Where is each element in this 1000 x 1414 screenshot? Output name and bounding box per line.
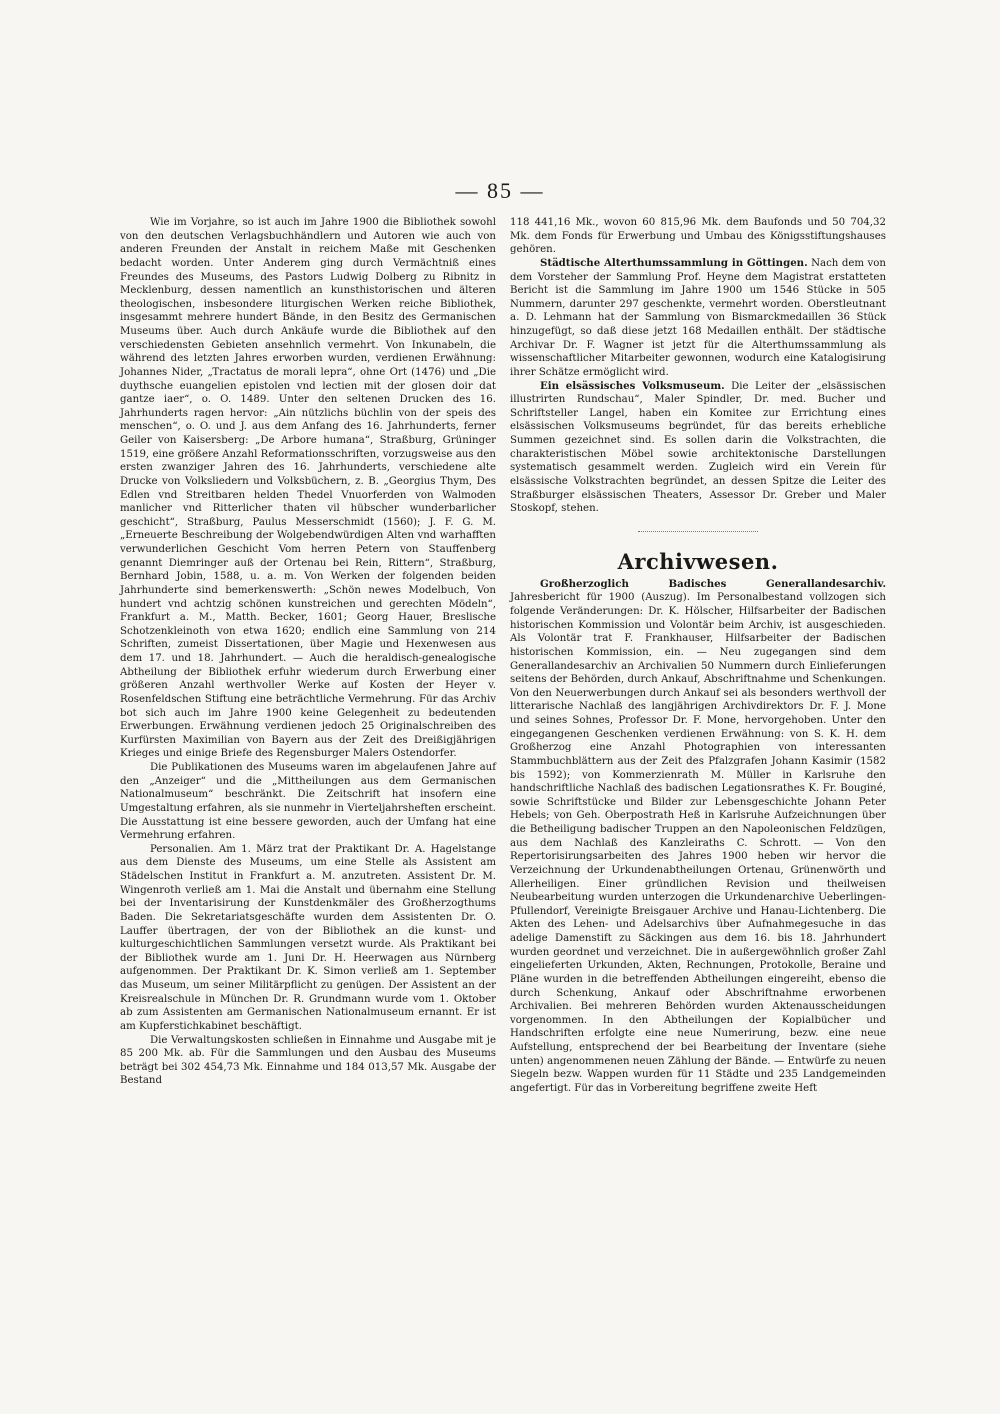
baden-archive-heading: Großherzoglich Badisches Generallandesarchiv. <box>540 577 886 590</box>
paragraph-publications: Die Publikationen des Museums waren im abgelaufenen Jahre auf den „Anzeiger“ und die „Mittheilungen aus dem Germanischen Nationalmuseum“ beschränkt. Die Zeitschrift hat insofern eine Umgestaltung erfahren, als sie nunmehr in Vierteljahrsheften erscheint. Die Ausstattung ist eine bessere geworden, auch der Umfang hat eine Vermehrung erfahren. <box>120 762 496 842</box>
page-number: — 85 — <box>455 178 545 203</box>
section-divider <box>638 531 758 532</box>
paragraph-alsace-museum <box>510 380 886 516</box>
paragraph-goettingen <box>510 257 886 380</box>
paragraph-library: Wie im Vorjahre, so ist auch im Jahre 1900 die Bibliothek sowohl von den deutschen Verlagsbuchhändlern und Autoren wie auch von anderen Freunden der Anstalt in reichem Maße mit Geschenken bedacht worden. Unter Anderem ging durch Vermächtniß eines Freundes des Museums, des Pastors Ludwig Dolberg zu Ribnitz in Mecklenburg, dessen namentlich an kunsthistorischen und älteren theologischen, insbesondere liturgischen Werken reiche Bibliothek, insgesammt mehrere hundert Bände, in den Besitz des Germanischen Museums über. Auch durch Ankäufe wurde die Bibliothek auf den verschiedensten Gebieten ansehnlich vermehrt. Von Inkunabeln, die während des letzten Jahres erworben wurden, verdienen Erwähnung: Johannes Nider, „Tractatus de morali lepra“, ohne Ort (1476) und „Die duythsche euangelien epistolen vnd lectien mit der glosen doir dat gantze iaer“, o. O. 1489. Unter den seltenen Drucken des 16. Jahrhunderts ragen hervor: „Ain nützlichs büchlin von der speis des menschen“, o. O. und J. aus dem Anfang des 16. Jahrhunderts, ferner Geiler von Kaisersberg: „De Arbore humana“, Straßburg, Grüninger 1519, eine größere Anzahl Reformationsschriften, vorzugsweise aus den ersten zwanziger Jahren des 16. Jahrhunderts, verschiedene alte Drucke von Volksliedern und Volksbüchern, z. B. „Georgius Thym, Des Edlen vnd Streitbaren helden Thedel Vnuorferden von Walmoden manlicher vnd Ritterlicher thaten vil hübscher wunderbarlicher geschicht“, Straßburg, Paulus Messerschmidt (1560); J. F. G. M. „Erneuerte Beschreibung der Wolgebendwürdigen Alten vnd warhafften verwunderlichen Geschicht Vom herren Petern von Stauffenberg genannt Diemringer auß der Ortenau bei Rein, Rittern“, Straßburg, Bernhard Jobin, 1588, u. a. m. Von Werken der folgenden beiden Jahrhunderte sind bemerkenswerth: „Schön newes Modelbuch, Von hundert vnd achtzig schönen kunstreichen und gerechten Mödeln“, Frankfurt a. M., Matth. Becker, 1601; Georg Hauer, Breslische Schotzenkleinoth von etwa 1620; endlich eine Sammlung von 214 Schriften, zumeist Dissertationen, über Magie und Hexenwesen aus dem 17. und 18. Jahrhundert. — Auch die heraldisch-genealogische Abtheilung der Bibliothek erfuhr wiederum durch Erwerbung einer größeren Anzahl werthvoller Werke auf Kosten der Heyer v. Rosenfeldschen Stiftung eine beträchtliche Vermehrung. Für das Archiv bot sich auch im Jahre 1900 keine Gelegenheit zu bedeutenden Erwerbungen. Erwähnung verdienen jedoch 25 Originalschreiben des Kurfürsten Maximilian von Bayern aus der Zeit des Dreißigjährigen Krieges und einige Briefe des Regensburger Malers Ostendorfer. <box>120 217 496 760</box>
left-column <box>120 216 496 1088</box>
paragraph-continuation: 118 441,16 Mk., wovon 60 815,96 Mk. dem Baufonds und 50 704,32 Mk. dem Fonds für Erwerbung und Umbau des Königsstiftungshauses gehören. <box>510 217 886 256</box>
goettingen-heading: Städtische Alterthumssammlung in Göttingen. <box>540 256 808 269</box>
section-heading-archives: Archivwesen. <box>617 548 779 574</box>
paragraph-personnel: Personalien. Am 1. März trat der Praktikant Dr. A. Hagelstange aus dem Dienste des Museums, um eine Stelle als Assistent am Städelschen Institut in Frankfurt a. M. anzutreten. Assistent Dr. M. Wingenroth verließ am 1. Mai die Anstalt und übernahm eine Stellung bei der Inventarisirung der Kunstdenkmäler des Großherzogthums Baden. Die Sekretariatsgeschäfte wurden dem Assistenten Dr. O. Lauffer übertragen, der von der Bibliothek an die kunst- und kulturgeschichtlichen Sammlungen versetzt wurde. Als Praktikant bei der Bibliothek wurde am 1. Juni Dr. H. Heerwagen aus Nürnberg aufgenommen. Der Praktikant Dr. K. Simon verließ am 1. September das Museum, um seiner Militärpflicht zu genügen. Der Assistent an der Kreisrealschule in München Dr. R. Grundmann wurde vom 1. Oktober ab zum Assistenten am Germanischen Nationalmuseum ernannt. Er ist am Kupferstichkabinet beschäftigt. <box>120 843 496 1032</box>
paragraph-baden-archive <box>510 578 886 1096</box>
goettingen-text: Nach dem von dem Vorsteher der Sammlung Prof. Heyne dem Magistrat erstatteten Bericht ist die Sammlung im Jahre 1900 um 1546 Stücke in 505 Nummern, darunter 297 geschenkte, vermehrt worden. Oberstleutnant a. D. Lehmann hat der Sammlung von Bismarckmedaillen 36 Stück hinzugefügt, so daß diese jetzt 168 Medaillen enthält. Der städtische Archivar Dr. F. Wagner ist jetzt für die Alterthumssammlung als wissenschaftlicher Mitarbeiter gewonnen, wodurch eine Katalogisirung ihrer Schätze ermöglicht wird. <box>510 257 886 378</box>
right-column <box>510 216 886 1096</box>
alsace-museum-text: Die Leiter der „elsässischen illustrirten Rundschau“, Maler Spindler, Dr. med. Bucher und Schriftsteller Langel, haben ein Komitee zur Errichtung eines elsässischen Volksmuseums begründet, für das bereits erhebliche Summen gezeichnet sind. Es sollen darin die Volkstrachten, die charakteristischen Möbel sowie architektonische Darstellungen systematisch gesammelt werden. Zugleich wird ein Verein für elsässische Volkstrachten begründet, an dessen Spitze die Leiter des Straßburger elsässischen Theaters, Assessor Dr. Greber und Maler Stoskopf, stehen. <box>510 380 886 515</box>
paragraph-administration-costs: Die Verwaltungskosten schließen in Einnahme und Ausgabe mit je 85 200 Mk. ab. Für die Sammlungen und den Ausbau des Museums beträgt bei 302 454,73 Mk. Einnahme und 184 013,57 Mk. Ausgabe der Bestand <box>120 1034 496 1087</box>
alsace-museum-heading: Ein elsässisches Volksmuseum. <box>540 379 725 392</box>
baden-archive-text: Jahresbericht für 1900 (Auszug). Im Personalbestand vollzogen sich folgende Veränderungen: Dr. K. Hölscher, Hilfsarbeiter der Badischen historischen Kommission und Volontär beim Archiv, ist ausgeschieden. Als Volontär trat F. Frankhauser, Hilfsarbeiter der Badischen historischen Kommission, ein. — Neu zugegangen sind dem Generallandesarchiv an Archivalien 50 Nummern durch Einlieferungen seitens der Behörden, durch Ankauf, Abschriftnahme und Schenkungen. Von den Neuerwerbungen durch Ankauf sei als besonders werthvoll der litterarische Nachlaß des langjährigen Archivdirektors Dr. F. J. Mone und seines Sohnes, Professor Dr. F. Mone, hervorgehoben. Unter den eingegangenen Geschenken verdienen Erwähnung: von S. K. H. dem Großherzog eine Anzahl Photographien von interessanten Stammbuchblättern aus der Zeit des Pfalzgrafen Johann Kasimir (1582 bis 1592); von Kommerzienrath M. Müller in Karlsruhe den handschriftliche Nachlaß des badischen Legationsrathes K. Fr. Bouginé, sowie Schriftstücke und Bilder zur Lebensgeschichte Johann Peter Hebels; von Geh. Oberpostrath Heß in Karlsruhe Aufzeichnungen über die Betheiligung badischer Truppen an den Napoleonischen Feldzügen, aus dem Nachlaß des Kanzleiraths C. Schrott. — Von den Repertorisirungsarbeiten des Jahres 1900 heben wir hervor die Verzeichnung der Urkundenabtheilungen Ortenau, Grünenwörth und Allerheiligen. Einer gründlichen Revision und theilweisen Neubearbeitung wurden unterzogen die Urkundenarchive Ueberlingen-Pfullendorf, Vereinigte Breisgauer Archive und Hanau-Lichtenberg. Die Akten des Lehen- und Adelsarchivs über Aufnahmegesuche in das adelige Damenstift zu Säckingen aus dem 16. bis 18. Jahrhundert wurden geordnet und verzeichnet. Die in außergewöhnlich großer Zahl eingelieferten Urkunden, Akten, Rechnungen, Protokolle, Beraine und Pläne wurden in die betreffenden Abtheilungen eingereiht, ebenso die durch Schenkung, Ankauf oder Abschriftnahme erworbenen Archivalien. Bei mehreren Behörden wurden Aktenausscheidungen vorgenommen. In den Abtheilungen der Kopialbücher und Handschriften erfolgte eine neue Numerirung, bezw. eine neue Aufstellung, entsprechend der bei Bearbeitung der Inventare (siehe unten) angenommenen neuen Zählung der Bände. — Entwürfe zu neuen Siegeln bezw. Wappen wurden für 11 Städte und 235 Landgemeinden angefertigt. Für das in Vorbereitung begriffene zweite Heft <box>510 592 886 1094</box>
